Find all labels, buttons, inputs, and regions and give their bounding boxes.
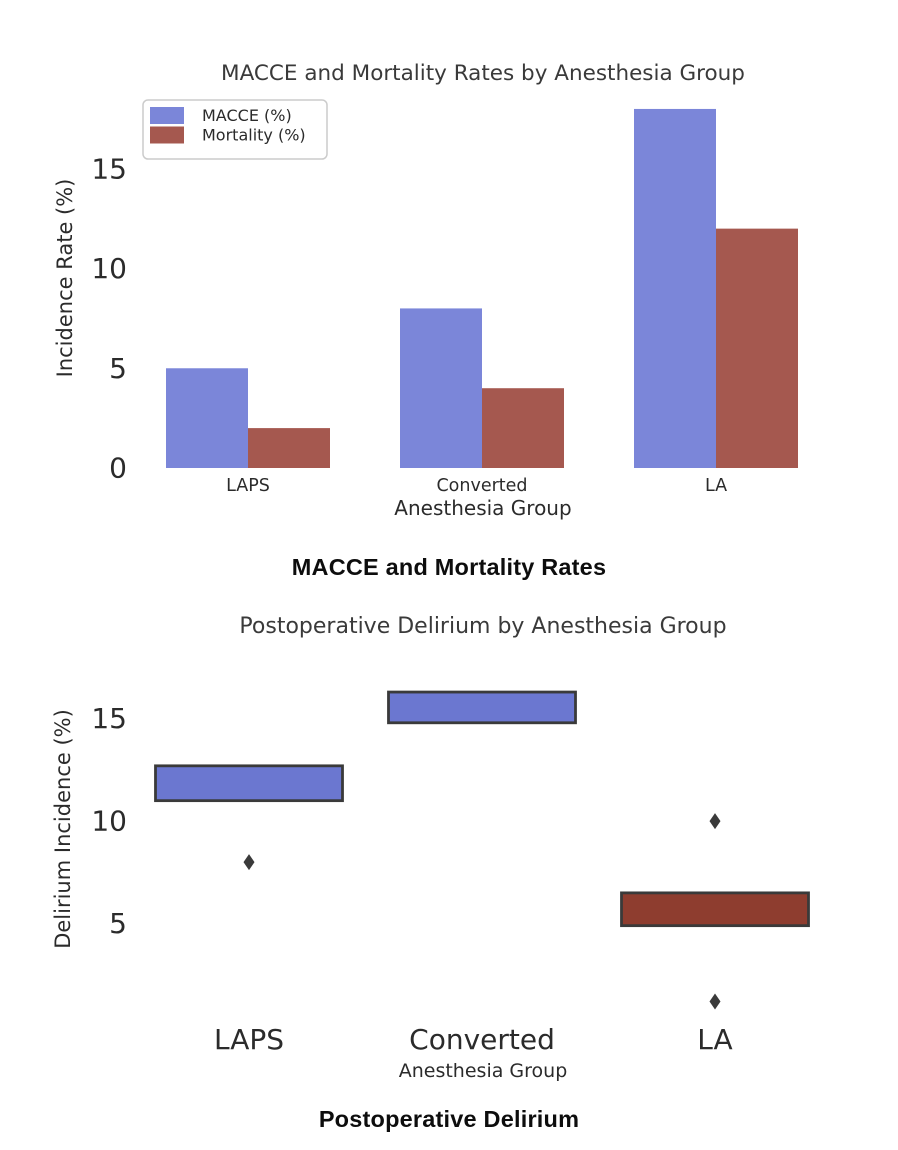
outlier-diamond-la-1	[710, 993, 721, 1009]
outlier-diamond-laps-0	[244, 854, 255, 870]
y-tick-label-15: 15	[91, 152, 127, 186]
bar-macce-laps	[166, 368, 248, 468]
figure-caption-delirium: Postoperative Delirium	[318, 1106, 580, 1132]
x-axis-label-1: Anesthesia Group	[394, 496, 572, 520]
legend-swatch-mortality	[150, 127, 184, 144]
x2-tick-label-converted: Converted	[409, 1023, 555, 1056]
y2-tick-label-15: 15	[91, 702, 127, 736]
chart-title-1: MACCE and Mortality Rates by Anesthesia Group	[221, 61, 745, 86]
x2-tick-label-laps: LAPS	[213, 1023, 285, 1056]
x-tick-label-la: LA	[704, 476, 728, 496]
x-tick-label-converted: Converted	[436, 476, 528, 496]
y-tick-label-0: 0	[109, 451, 127, 485]
legend-swatch-macce	[150, 107, 184, 124]
outlier-diamond-la-0	[710, 813, 721, 829]
y-axis-label-1: Incidence Rate (%)	[53, 178, 77, 378]
bar-macce-converted	[400, 308, 482, 468]
box-converted	[389, 692, 576, 723]
x2-tick-label-la: LA	[697, 1023, 733, 1056]
bar-mortality-la	[716, 229, 798, 468]
x-axis-label-2: Anesthesia Group	[398, 1060, 568, 1082]
y-tick-label-5: 5	[109, 351, 127, 385]
y2-tick-label-5: 5	[109, 907, 127, 941]
bar-mortality-laps	[248, 428, 330, 468]
legend-label-mortality: Mortality (%)	[202, 125, 306, 145]
bar-mortality-converted	[482, 388, 564, 468]
x-tick-label-laps: LAPS	[226, 476, 270, 496]
bar-macce-la	[634, 109, 716, 468]
y-axis-label-2: Delirium Incidence (%)	[51, 709, 75, 949]
box-laps	[156, 766, 343, 801]
box-la	[622, 893, 809, 926]
y2-tick-label-10: 10	[91, 804, 127, 838]
figure-caption-macce: MACCE and Mortality Rates	[291, 554, 607, 580]
y-tick-label-10: 10	[91, 252, 127, 286]
chart-title-2: Postoperative Delirium by Anesthesia Group	[239, 614, 727, 639]
legend-label-macce: MACCE (%)	[202, 106, 292, 125]
